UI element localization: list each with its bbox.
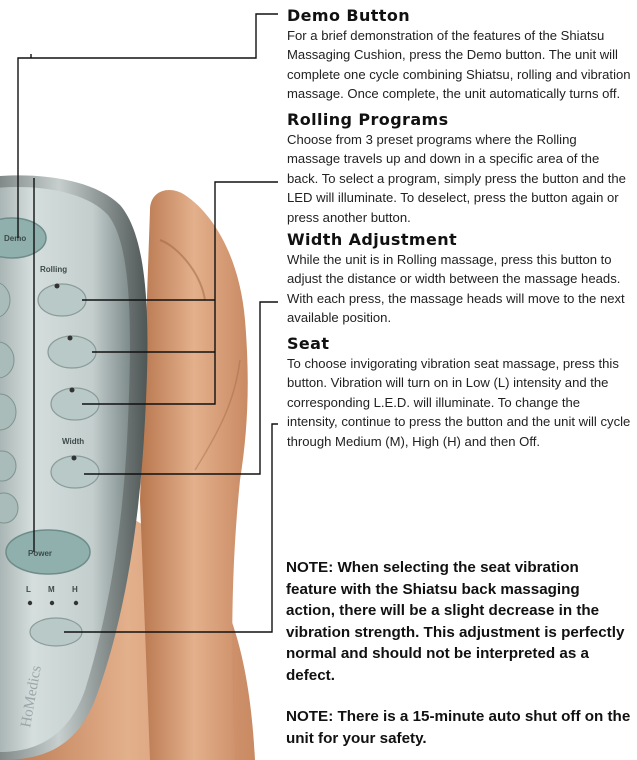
power-button-label: Power bbox=[28, 549, 53, 558]
width-label: Width bbox=[62, 437, 85, 446]
rolling-button-1 bbox=[38, 284, 86, 316]
demo-button-label: Demo bbox=[4, 234, 27, 243]
width-section bbox=[287, 230, 632, 328]
rolling-led-3 bbox=[70, 388, 75, 393]
seat-level-high: H bbox=[72, 585, 78, 594]
seat-level-medium: M bbox=[48, 585, 55, 594]
seat-section-body: To choose invigorating vibration seat massage, press this button. Vibration will turn on in Low (L) intensity and the corresponding L.E.D. will illuminate. To change the intensity, continue to press the button and the unit will cycle through Medium (M), High (H) and then Off. bbox=[287, 356, 631, 449]
seat-led-high bbox=[74, 601, 78, 605]
rolling-led-1 bbox=[55, 284, 60, 289]
width-button bbox=[51, 456, 99, 488]
seat-led-low bbox=[28, 601, 32, 605]
width-led bbox=[72, 456, 77, 461]
width-section-body: While the unit is in Rolling massage, press this button to adjust the distance or width between the massage heads. With each press, the massage heads will move to the next available position. bbox=[287, 252, 625, 326]
demo-section-title: Demo Button bbox=[287, 6, 411, 25]
rolling-section-title: Rolling Programs bbox=[287, 110, 449, 129]
seat-section bbox=[287, 334, 632, 451]
rolling-button-2 bbox=[48, 336, 96, 368]
note-vibration: NOTE: When selecting the seat vibration feature with the Shiatsu back massaging action, there will be a slight decrease in the vibration strength. This adjustment is perfectly normal and should not be interpreted as a defect. bbox=[286, 559, 625, 684]
seat-section-title: Seat bbox=[287, 334, 330, 353]
rolling-section-body: Choose from 3 preset programs where the Rolling massage travels up and down in a specific area of the back. To select a program, simply press the button and the LED will illuminate. To deselect, press the button again or press another button. bbox=[287, 132, 626, 225]
brand-logo-text: HoMedics bbox=[18, 664, 45, 729]
rolling-label: Rolling bbox=[40, 265, 68, 274]
seat-level-low: L bbox=[26, 585, 31, 594]
rolling-led-2 bbox=[68, 336, 73, 341]
rolling-section bbox=[287, 110, 632, 227]
demo-section bbox=[287, 6, 632, 104]
note-auto-shutoff: NOTE: There is a 15-minute auto shut off on the unit for your safety. bbox=[286, 708, 631, 747]
seat-led-medium bbox=[50, 601, 54, 605]
width-section-title: Width Adjustment bbox=[287, 230, 458, 249]
demo-section-body: For a brief demonstration of the features of the Shiatsu Massaging Cushion, press the Demo button. The unit will complete one cycle combining Shiatsu, rolling and vibration massage. Once complete, the unit automatically turns off. bbox=[287, 28, 631, 102]
